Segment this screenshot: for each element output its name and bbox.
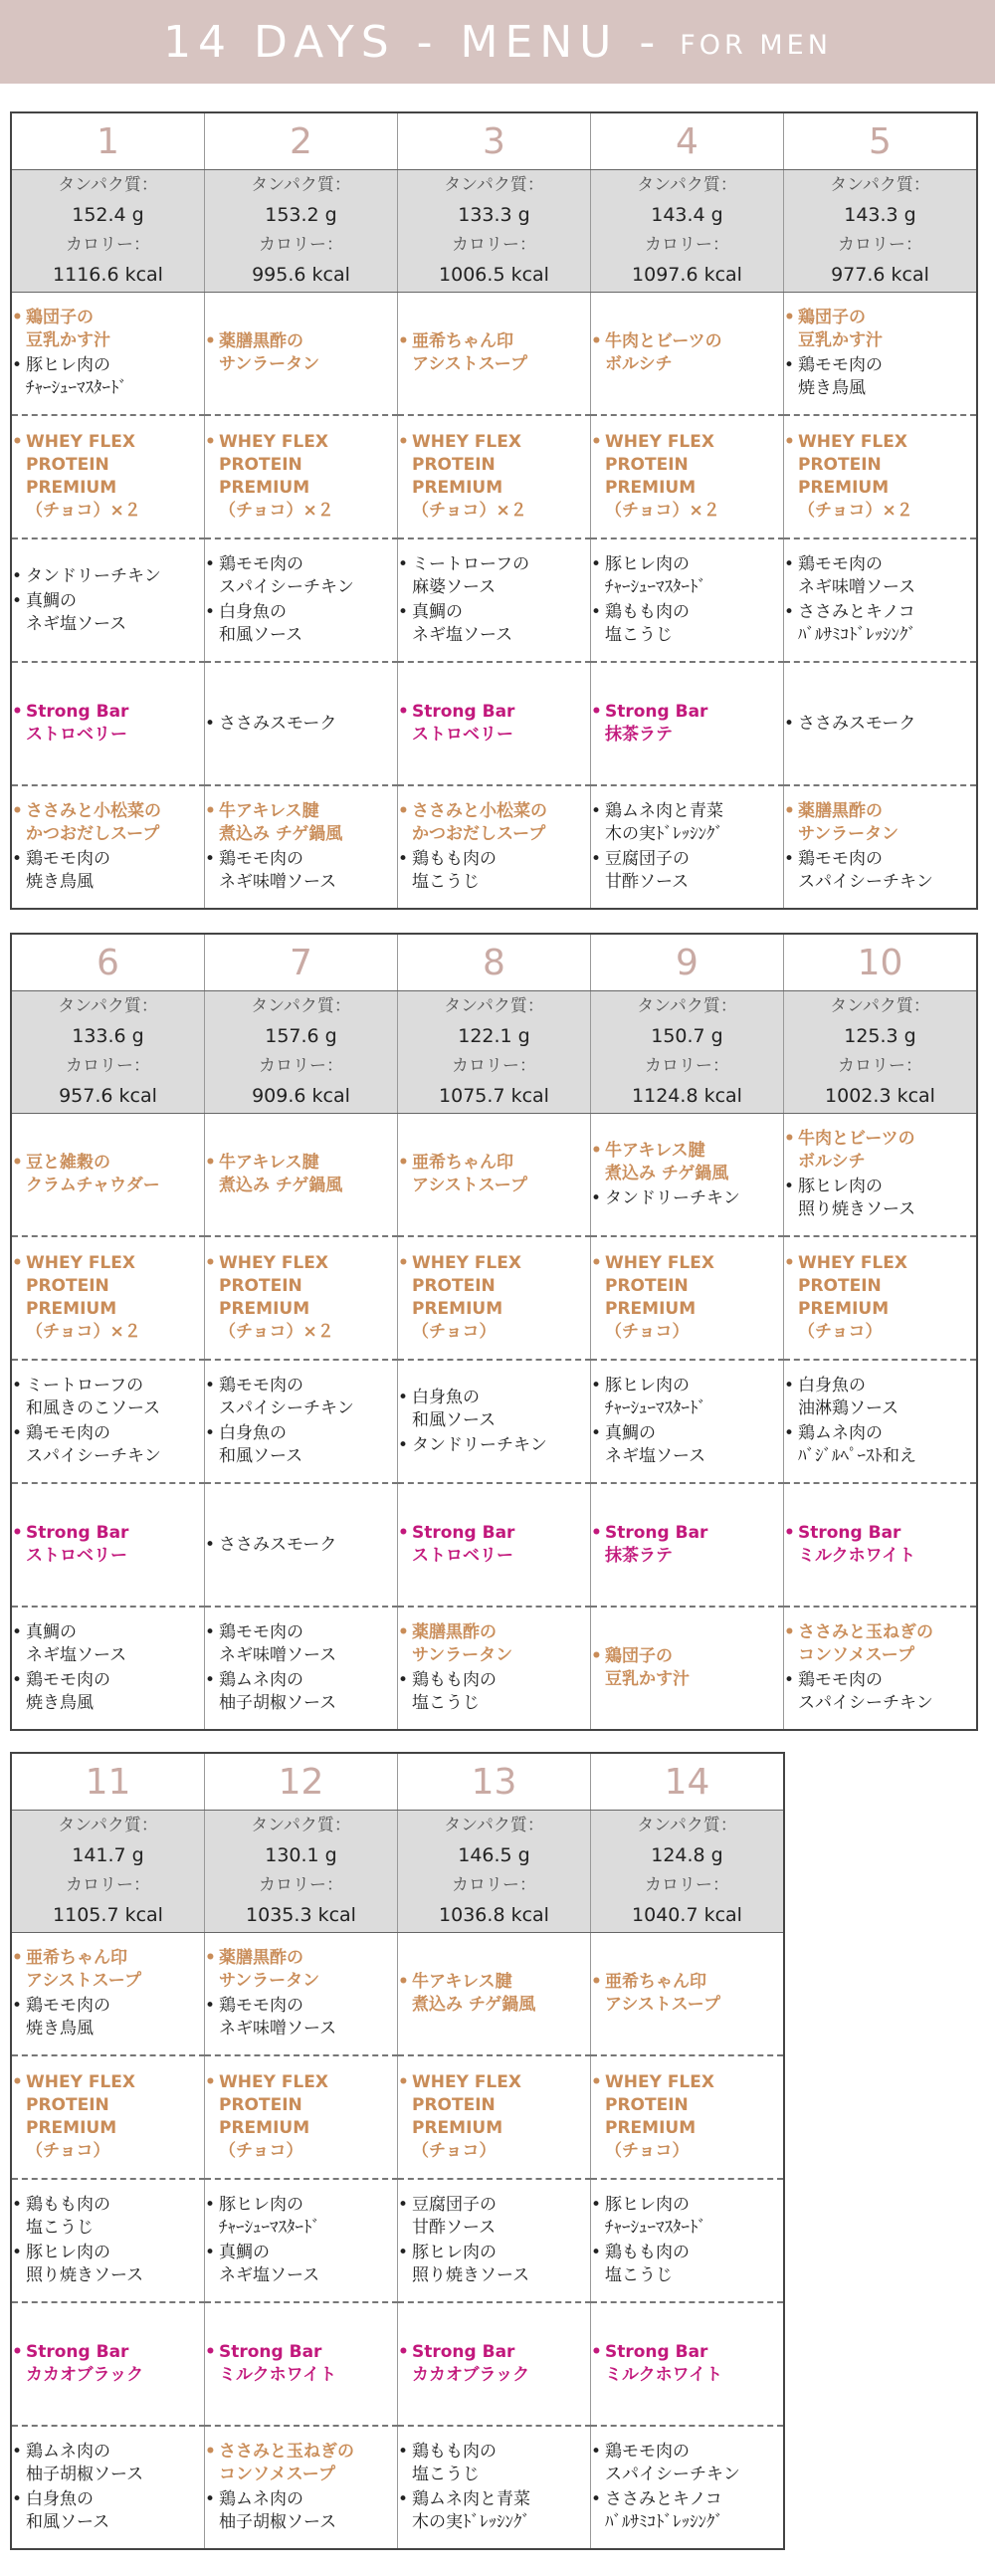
calorie-value: 995.6 kcal (252, 264, 350, 286)
day-number: 6 (11, 934, 205, 991)
menu-item: • ささみスモーク (784, 713, 976, 736)
menu-item: • 真鯛の ネギ塩ソース (205, 2242, 397, 2287)
menu-item: • WHEY FLEX PROTEIN PREMIUM （チョコ） (205, 2071, 397, 2163)
protein-label: タンパク質： (444, 1816, 544, 1835)
menu-item: • 豚ヒレ肉の ﾁｬｰｼｭｰﾏｽﾀｰﾄﾞ (12, 354, 204, 400)
menu-item: • WHEY FLEX PROTEIN PREMIUM （チョコ）×２ (205, 1252, 397, 1344)
protein-label: タンパク質： (830, 175, 930, 195)
menu-item: • 鶏もも肉の 塩こうじ (398, 1669, 590, 1715)
meal-row (11, 1236, 977, 1360)
menu-item: • Strong Bar ストロベリー (12, 1522, 204, 1568)
meal-cell (398, 2302, 591, 2426)
meal-cell (398, 538, 591, 662)
protein-label: タンパク質： (251, 996, 351, 1016)
meal-row (11, 1114, 977, 1237)
calorie-label: カロリー： (452, 235, 536, 255)
calorie-value: 977.6 kcal (831, 264, 929, 286)
menu-item: • Strong Bar ミルクホワイト (784, 1522, 976, 1568)
menu-item: • 牛アキレス腱 煮込み チゲ鍋風 (398, 1971, 590, 2017)
meal-cell (398, 1236, 591, 1360)
meal-row (11, 415, 977, 538)
menu-item: • 白身魚の 和風ソース (12, 2488, 204, 2534)
menu-item: • タンドリーチキン (398, 1434, 590, 1457)
meal-cell (591, 1933, 785, 2056)
menu-item: • Strong Bar 抹茶ラテ (591, 1522, 783, 1568)
menu-item: • 牛肉とビーツの ボルシチ (784, 1128, 976, 1174)
meal-row (11, 2055, 784, 2179)
meal-cell (591, 785, 784, 909)
meal-row (11, 2426, 784, 2549)
calorie-label: カロリー： (838, 235, 922, 255)
menu-item: • 豚ヒレ肉の ﾁｬｰｼｭｰﾏｽﾀｰﾄﾞ (591, 2194, 783, 2240)
protein-value: 133.6 g (72, 1025, 144, 1047)
menu-item: • WHEY FLEX PROTEIN PREMIUM （チョコ）×２ (784, 431, 976, 523)
meal-cell (398, 1360, 591, 1483)
menu-item: • 鶏ムネ肉の 柚子胡椒ソース (205, 1669, 397, 1715)
calorie-label: カロリー： (645, 1056, 729, 1076)
menu-item: • 真鯛の ネギ塩ソース (591, 1422, 783, 1468)
meal-cell (398, 2179, 591, 2302)
nutrition-row (11, 170, 977, 293)
menu-item: • 鶏モモ肉の スパイシーチキン (12, 1422, 204, 1468)
day-number: 9 (591, 934, 784, 991)
menu-item: • WHEY FLEX PROTEIN PREMIUM （チョコ） (398, 2071, 590, 2163)
meal-cell (205, 2055, 398, 2179)
menu-item: • ささみとキノコ ﾊﾞﾙｻﾐｺﾄﾞﾚｯｼﾝｸﾞ (591, 2488, 783, 2534)
menu-item: • 真鯛の ネギ塩ソース (398, 601, 590, 647)
menu-item: • Strong Bar ストロベリー (12, 701, 204, 747)
protein-label: タンパク質： (444, 175, 544, 195)
meal-cell (591, 1236, 784, 1360)
calorie-value: 909.6 kcal (252, 1085, 350, 1107)
day-number-row (11, 112, 977, 170)
meal-cell (205, 1236, 398, 1360)
menu-item: • 白身魚の 和風ソース (205, 1422, 397, 1468)
meal-cell (398, 785, 591, 909)
menu-item: • 亜希ちゃん印 アシストスープ (591, 1971, 783, 2017)
meal-cell (398, 2055, 591, 2179)
meal-cell (591, 2302, 785, 2426)
day-number: 10 (784, 934, 978, 991)
protein-value: 153.2 g (265, 204, 337, 226)
menu-item: • Strong Bar ミルクホワイト (205, 2341, 397, 2387)
menu-item: • 鶏モモ肉の スパイシーチキン (591, 2441, 783, 2486)
menu-item: • 鶏モモ肉の スパイシーチキン (784, 1669, 976, 1715)
day-number: 1 (11, 112, 205, 170)
nutrition-row (11, 1811, 784, 1933)
menu-item: • 豚ヒレ肉の 照り焼きソース (784, 1176, 976, 1221)
menu-item: • WHEY FLEX PROTEIN PREMIUM （チョコ） (591, 1252, 783, 1344)
protein-label: タンパク質： (830, 996, 930, 1016)
menu-item: • WHEY FLEX PROTEIN PREMIUM （チョコ） (398, 1252, 590, 1344)
menu-item: • 鶏ムネ肉の 柚子胡椒ソース (205, 2488, 397, 2534)
menu-item: • 鶏モモ肉の スパイシーチキン (784, 848, 976, 894)
meal-cell (11, 1236, 205, 1360)
menu-item: • Strong Bar ミルクホワイト (591, 2341, 783, 2387)
menu-item: • ささみスモーク (205, 1534, 397, 1557)
menu-item: • タンドリーチキン (591, 1187, 783, 1210)
meal-cell (591, 538, 784, 662)
nutrition-cell (591, 1811, 785, 1933)
menu-item: • Strong Bar ストロベリー (398, 701, 590, 747)
meal-cell (205, 785, 398, 909)
meal-cell (11, 538, 205, 662)
calorie-label: カロリー： (452, 1875, 536, 1895)
menu-item: • 白身魚の 油淋鶏ソース (784, 1375, 976, 1420)
meal-row (11, 538, 977, 662)
menu-item: • 真鯛の ネギ塩ソース (12, 590, 204, 636)
meal-cell (11, 1360, 205, 1483)
day-number: 13 (398, 1753, 591, 1811)
meal-cell (11, 2179, 205, 2302)
menu-item: • 鶏ムネ肉と青菜 木の実ﾄﾞﾚｯｼﾝｸﾞ (591, 800, 783, 846)
meal-cell (398, 1114, 591, 1237)
calorie-value: 1097.6 kcal (632, 264, 742, 286)
protein-label: タンパク質： (58, 996, 158, 1016)
nutrition-cell (398, 170, 591, 293)
calorie-label: カロリー： (452, 1056, 536, 1076)
nutrition-cell (11, 991, 205, 1114)
meal-cell (398, 1483, 591, 1607)
menu-item: • ささみスモーク (205, 713, 397, 736)
meal-cell (784, 1236, 978, 1360)
menu-item: • 牛アキレス腱 煮込み チゲ鍋風 (591, 1140, 783, 1185)
menu-item: • 牛アキレス腱 煮込み チゲ鍋風 (205, 800, 397, 846)
day-number: 7 (205, 934, 398, 991)
meal-cell (784, 538, 978, 662)
menu-item: • ささみと玉ねぎの コンソメスープ (205, 2441, 397, 2486)
menu-item: • WHEY FLEX PROTEIN PREMIUM （チョコ）×２ (12, 431, 204, 523)
menu-item: • 鶏もも肉の 塩こうじ (398, 848, 590, 894)
meal-cell (398, 1933, 591, 2056)
meal-cell (398, 415, 591, 538)
calorie-label: カロリー： (66, 1875, 150, 1895)
meal-cell (591, 1607, 784, 1730)
menu-item: • 白身魚の 和風ソース (398, 1387, 590, 1432)
menu-item: • 鶏モモ肉の ネギ味噌ソース (205, 1621, 397, 1667)
menu-item: • 鶏モモ肉の 焼き鳥風 (12, 848, 204, 894)
day-number: 4 (591, 112, 784, 170)
meal-cell (205, 1360, 398, 1483)
menu-item: • Strong Bar ストロベリー (398, 1522, 590, 1568)
menu-item: • 牛アキレス腱 煮込み チゲ鍋風 (205, 1152, 397, 1197)
menu-item: • 豆腐団子の 甘酢ソース (591, 848, 783, 894)
protein-label: タンパク質： (251, 1816, 351, 1835)
protein-value: 143.3 g (844, 204, 916, 226)
day-number-row (11, 934, 977, 991)
meal-row (11, 2302, 784, 2426)
menu-item: • WHEY FLEX PROTEIN PREMIUM （チョコ）×２ (205, 431, 397, 523)
menu-item: • 豚ヒレ肉の 照り焼きソース (398, 2242, 590, 2287)
menu-item: • 豚ヒレ肉の ﾁｬｰｼｭｰﾏｽﾀｰﾄﾞ (205, 2194, 397, 2240)
menu-item: • Strong Bar 抹茶ラテ (591, 701, 783, 747)
protein-label: タンパク質： (58, 1816, 158, 1835)
day-number: 3 (398, 112, 591, 170)
week-table-1 (10, 111, 978, 910)
menu-item: • 豚ヒレ肉の ﾁｬｰｼｭｰﾏｽﾀｰﾄﾞ (591, 1375, 783, 1420)
nutrition-cell (784, 991, 978, 1114)
protein-value: 152.4 g (72, 204, 144, 226)
calorie-value: 1116.6 kcal (53, 264, 163, 286)
menu-item: • 豆と雑穀の クラムチャウダー (12, 1152, 204, 1197)
calorie-value: 1035.3 kcal (246, 1904, 356, 1926)
meal-cell (591, 1360, 784, 1483)
calorie-label: カロリー： (838, 1056, 922, 1076)
menu-item: • 白身魚の 和風ソース (205, 601, 397, 647)
protein-value: 122.1 g (458, 1025, 530, 1047)
page-subtitle: FOR MEN (680, 29, 832, 61)
menu-item: • 牛肉とビーツの ボルシチ (591, 330, 783, 376)
menu-item: • 鶏モモ肉の 焼き鳥風 (784, 354, 976, 400)
day-number: 8 (398, 934, 591, 991)
day-number: 5 (784, 112, 978, 170)
meal-row (11, 293, 977, 416)
meal-cell (205, 1607, 398, 1730)
calorie-value: 1124.8 kcal (632, 1085, 742, 1107)
menu-item: • 薬膳黒酢の サンラータン (784, 800, 976, 846)
protein-value: 141.7 g (72, 1844, 144, 1866)
meal-cell (205, 2302, 398, 2426)
meal-cell (398, 2426, 591, 2549)
menu-item: • WHEY FLEX PROTEIN PREMIUM （チョコ）×２ (398, 431, 590, 523)
meal-cell (591, 2426, 785, 2549)
meal-cell (11, 1483, 205, 1607)
menu-item: • 真鯛の ネギ塩ソース (12, 1621, 204, 1667)
calorie-value: 957.6 kcal (59, 1085, 157, 1107)
meal-cell (205, 1114, 398, 1237)
meal-cell (205, 2426, 398, 2549)
calorie-value: 1002.3 kcal (825, 1085, 935, 1107)
calorie-label: カロリー： (66, 235, 150, 255)
nutrition-cell (11, 1811, 205, 1933)
menu-item: • 鶏団子の 豆乳かす汁 (784, 307, 976, 352)
nutrition-row (11, 991, 977, 1114)
calorie-label: カロリー： (259, 1875, 343, 1895)
page-title: 14 DAYS - MENU - (163, 16, 663, 68)
nutrition-cell (205, 1811, 398, 1933)
meal-row (11, 662, 977, 785)
meal-row (11, 1607, 977, 1730)
meal-cell (784, 293, 978, 416)
menu-item: • 薬膳黒酢の サンラータン (205, 330, 397, 376)
menu-item: • 豚ヒレ肉の ﾁｬｰｼｭｰﾏｽﾀｰﾄﾞ (591, 553, 783, 599)
calorie-value: 1105.7 kcal (53, 1904, 163, 1926)
meal-cell (11, 293, 205, 416)
menu-item: • WHEY FLEX PROTEIN PREMIUM （チョコ） (12, 2071, 204, 2163)
menu-item: • ミートローフの 麻婆ソース (398, 553, 590, 599)
calorie-value: 1036.8 kcal (439, 1904, 549, 1926)
meal-row (11, 2179, 784, 2302)
menu-item: • 鶏モモ肉の スパイシーチキン (205, 1375, 397, 1420)
meal-cell (205, 1933, 398, 2056)
menu-item: • Strong Bar カカオブラック (12, 2341, 204, 2387)
menu-item: • 豆腐団子の 甘酢ソース (398, 2194, 590, 2240)
protein-value: 130.1 g (265, 1844, 337, 1866)
menu-item: • 鶏ムネ肉の ﾊﾞｼﾞﾙﾍﾟｰｽﾄ和え (784, 1422, 976, 1468)
meal-cell (205, 538, 398, 662)
meal-cell (11, 1607, 205, 1730)
meal-row (11, 1933, 784, 2056)
menu-item: • 豚ヒレ肉の 照り焼きソース (12, 2242, 204, 2287)
meal-cell (591, 662, 784, 785)
nutrition-cell (591, 170, 784, 293)
menu-item: • ミートローフの 和風きのこソース (12, 1375, 204, 1420)
meal-cell (784, 1483, 978, 1607)
page-header (0, 0, 995, 84)
day-number-row (11, 1753, 784, 1811)
meal-row (11, 1483, 977, 1607)
menu-item: • 鶏モモ肉の 焼き鳥風 (12, 1669, 204, 1715)
protein-label: タンパク質： (637, 175, 737, 195)
menu-item: • ささみと小松菜の かつおだしスープ (398, 800, 590, 846)
menu-item: • 薬膳黒酢の サンラータン (205, 1947, 397, 1993)
menu-item: • 鶏団子の 豆乳かす汁 (12, 307, 204, 352)
meal-cell (784, 662, 978, 785)
meal-cell (205, 1483, 398, 1607)
menu-item: • 鶏もも肉の 塩こうじ (398, 2441, 590, 2486)
menu-item: • 薬膳黒酢の サンラータン (398, 1621, 590, 1667)
menu-item: • 鶏モモ肉の ネギ味噌ソース (205, 848, 397, 894)
protein-value: 157.6 g (265, 1025, 337, 1047)
meal-row (11, 785, 977, 909)
meal-cell (205, 415, 398, 538)
meal-cell (11, 2055, 205, 2179)
menu-item: • 亜希ちゃん印 アシストスープ (12, 1947, 204, 1993)
protein-value: 124.8 g (651, 1844, 723, 1866)
protein-value: 125.3 g (844, 1025, 916, 1047)
nutrition-cell (11, 170, 205, 293)
week-table-3 (10, 1752, 785, 2550)
calorie-value: 1006.5 kcal (439, 264, 549, 286)
day-number: 11 (11, 1753, 205, 1811)
menu-item: • Strong Bar カカオブラック (398, 2341, 590, 2387)
nutrition-cell (784, 170, 978, 293)
meal-cell (205, 293, 398, 416)
protein-value: 133.3 g (458, 204, 530, 226)
day-number: 2 (205, 112, 398, 170)
nutrition-cell (205, 991, 398, 1114)
meal-row (11, 1360, 977, 1483)
menu-item: • ささみとキノコ ﾊﾞﾙｻﾐｺﾄﾞﾚｯｼﾝｸﾞ (784, 601, 976, 647)
protein-value: 146.5 g (458, 1844, 530, 1866)
nutrition-cell (398, 1811, 591, 1933)
menu-item: • 鶏ムネ肉と青菜 木の実ﾄﾞﾚｯｼﾝｸﾞ (398, 2488, 590, 2534)
menu-item: • 鶏ムネ肉の 柚子胡椒ソース (12, 2441, 204, 2486)
calorie-label: カロリー： (259, 1056, 343, 1076)
meal-cell (591, 415, 784, 538)
calorie-value: 1040.7 kcal (632, 1904, 742, 1926)
menu-item: • 鶏もも肉の 塩こうじ (12, 2194, 204, 2240)
meal-cell (11, 785, 205, 909)
meal-cell (205, 2179, 398, 2302)
week-table-2 (10, 933, 978, 1731)
nutrition-cell (398, 991, 591, 1114)
protein-label: タンパク質： (637, 996, 737, 1016)
calorie-label: カロリー： (66, 1056, 150, 1076)
menu-item: • ささみと小松菜の かつおだしスープ (12, 800, 204, 846)
menu-item: • 鶏もも肉の 塩こうじ (591, 2242, 783, 2287)
day-number: 14 (591, 1753, 785, 1811)
protein-label: タンパク質： (444, 996, 544, 1016)
protein-value: 143.4 g (651, 204, 723, 226)
meal-cell (398, 1607, 591, 1730)
calorie-label: カロリー： (645, 1875, 729, 1895)
calorie-label: カロリー： (645, 235, 729, 255)
day-number: 12 (205, 1753, 398, 1811)
meal-cell (205, 662, 398, 785)
meal-cell (11, 1114, 205, 1237)
calorie-label: カロリー： (259, 235, 343, 255)
menu-item: • 鶏モモ肉の 焼き鳥風 (12, 1995, 204, 2040)
menu-item: • 亜希ちゃん印 アシストスープ (398, 330, 590, 376)
menu-item: • 亜希ちゃん印 アシストスープ (398, 1152, 590, 1197)
menu-item: • 鶏団子の 豆乳かす汁 (591, 1645, 783, 1691)
meal-cell (784, 1360, 978, 1483)
meal-cell (398, 662, 591, 785)
meal-cell (784, 415, 978, 538)
menu-item: • WHEY FLEX PROTEIN PREMIUM （チョコ）×２ (12, 1252, 204, 1344)
nutrition-cell (591, 991, 784, 1114)
menu-item: • ささみと玉ねぎの コンソメスープ (784, 1621, 976, 1667)
meal-cell (591, 1114, 784, 1237)
meal-cell (591, 2055, 785, 2179)
meal-cell (591, 2179, 785, 2302)
protein-label: タンパク質： (58, 175, 158, 195)
meal-cell (784, 1114, 978, 1237)
meal-cell (11, 1933, 205, 2056)
meal-cell (398, 293, 591, 416)
protein-label: タンパク質： (251, 175, 351, 195)
meal-cell (591, 293, 784, 416)
menu-item: • WHEY FLEX PROTEIN PREMIUM （チョコ） (591, 2071, 783, 2163)
menu-item: • WHEY FLEX PROTEIN PREMIUM （チョコ）×２ (591, 431, 783, 523)
protein-label: タンパク質： (637, 1816, 737, 1835)
menu-item: • 鶏モモ肉の ネギ味噌ソース (205, 1995, 397, 2040)
menu-item: • 鶏もも肉の 塩こうじ (591, 601, 783, 647)
menu-item: • WHEY FLEX PROTEIN PREMIUM （チョコ） (784, 1252, 976, 1344)
meal-cell (11, 2302, 205, 2426)
menu-item: • 鶏モモ肉の スパイシーチキン (205, 553, 397, 599)
menu-item: • タンドリーチキン (12, 565, 204, 588)
nutrition-cell (205, 170, 398, 293)
meal-cell (11, 415, 205, 538)
meal-cell (11, 2426, 205, 2549)
protein-value: 150.7 g (651, 1025, 723, 1047)
meal-cell (784, 1607, 978, 1730)
calorie-value: 1075.7 kcal (439, 1085, 549, 1107)
menu-item: • 鶏モモ肉の ネギ味噌ソース (784, 553, 976, 599)
meal-cell (784, 785, 978, 909)
meal-cell (591, 1483, 784, 1607)
meal-cell (11, 662, 205, 785)
